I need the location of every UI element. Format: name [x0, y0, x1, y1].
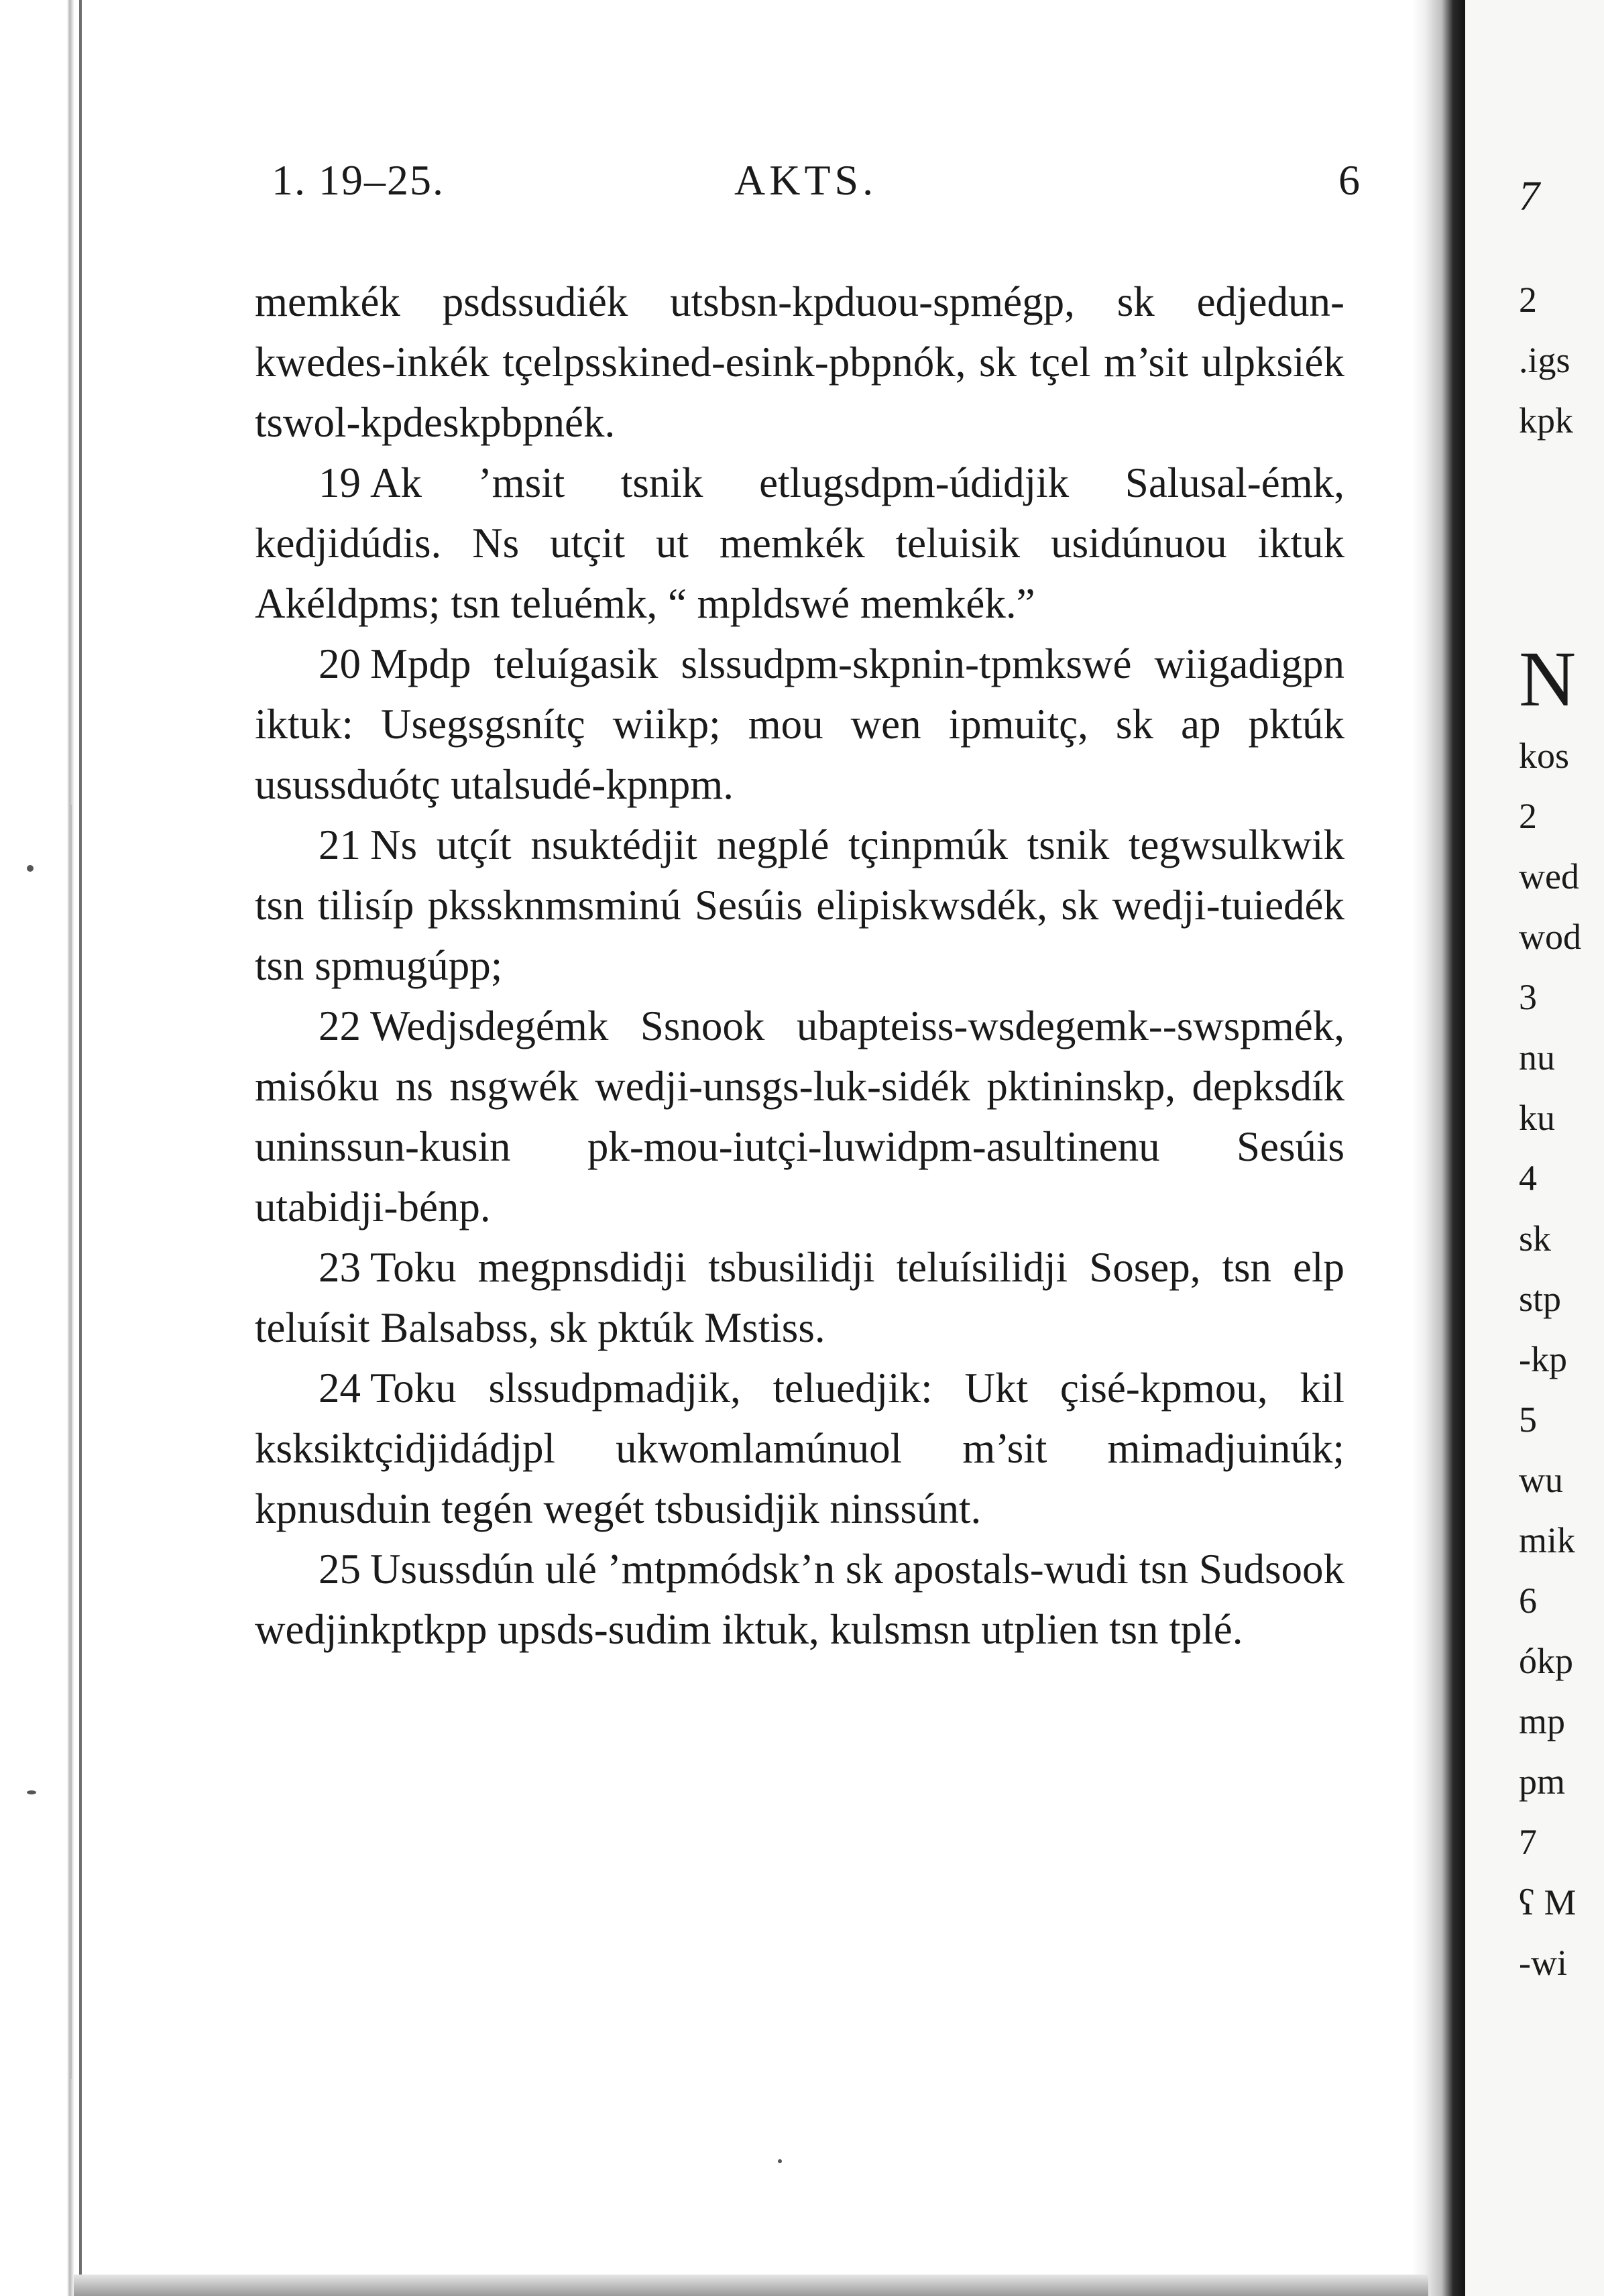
verse-text: Toku megpnsdidji tsbusilidji teluísilidji Sosep, tsn elp teluísit Balsabss, sk pktúk Mstiss. [255, 1244, 1344, 1351]
verse-20 [255, 634, 1344, 815]
facing-page-line-fragment: 3 [1519, 977, 1537, 1017]
verse-number: 20 [319, 640, 361, 687]
verse-25 [255, 1539, 1344, 1660]
facing-page-line-fragment: 7 [1519, 1822, 1537, 1862]
verse-number: 22 [319, 1002, 361, 1049]
scan-left-margin [0, 0, 74, 2296]
facing-page-line-fragment: ókp [1519, 1641, 1573, 1681]
facing-page-line-fragment: kpk [1519, 400, 1573, 441]
verse-21 [255, 815, 1344, 996]
facing-page-drop-cap: N [1519, 635, 1577, 723]
facing-page-line-fragment: wod [1519, 917, 1581, 957]
facing-page-line-fragment: kos [1519, 736, 1570, 776]
paragraph-text: memkék psdssudiék utsbsn-kpduou-spmégp, sk edjedun-kwedes-inkék tçelpsskined-esink-pbpnók, sk tçel m’sit ulpksiék tswol-kpdeskpbpnék. [255, 278, 1344, 446]
page-number: 6 [1338, 156, 1361, 204]
facing-page-strip [1465, 0, 1604, 2296]
verse-number: 25 [319, 1546, 361, 1593]
verse-text: Toku slssudpmadjik, teluedjik: Ukt çisé-kpmou, kil ksksiktçidjidádjpl ukwomlamúnuol m’sit mimadjuinúk; kpnusduin tegén wegét tsbusidjik ninssúnt. [255, 1365, 1344, 1532]
facing-page-line-fragment: wed [1519, 856, 1579, 897]
facing-page-line-fragment: ʕ M [1519, 1882, 1577, 1922]
scan-speck [27, 1790, 36, 1794]
paragraph-continuation [255, 272, 1344, 453]
verse-23 [255, 1237, 1344, 1358]
chapter-verse-range: 1. 19–25. [272, 156, 445, 204]
running-head [272, 156, 1361, 209]
scan-speck [778, 2159, 782, 2163]
facing-page-line-fragment: mp [1519, 1701, 1566, 1741]
facing-page-line-fragment: 6 [1519, 1581, 1537, 1621]
page-edge-rule [79, 0, 82, 2296]
page-bottom-edge [74, 2275, 1428, 2296]
verse-text: Usussdún ulé ’mtpmódsk’n sk apostals-wudi tsn Sudsook wedjinkptkpp upsds-sudim iktuk, kulsmsn utplien tsn tplé. [255, 1546, 1344, 1653]
facing-page-line-fragment: -wi [1519, 1943, 1567, 1983]
facing-page-line-fragment: wu [1519, 1460, 1563, 1500]
scan-speck [27, 865, 34, 872]
verse-text: Ak ’msit tsnik etlugsdpm-údidjik Salusal-émk, kedjidúdis. Ns utçit ut memkék teluisik usidúnuou iktuk Akéldpms; tsn teluémk, “ mpldswé memkék.” [255, 459, 1344, 627]
verse-text: Ns utçít nsuktédjit negplé tçinpmúk tsnik tegwsulkwik tsn tilisíp pkssknmsminú Sesúis elipiskwsdék, sk wedji-tuiedék tsn spmugúpp; [255, 821, 1344, 989]
page-edge-rule-secondary [70, 805, 72, 2079]
verse-19 [255, 453, 1344, 634]
facing-page-line-fragment: -kp [1519, 1339, 1567, 1379]
facing-page-line-fragment: ku [1519, 1098, 1555, 1138]
verse-text: Wedjsdegémk Ssnook ubapteiss-wsdegemk--swspmék, misóku ns nsgwék wedji-unsgs-luk-sidék pktininskp, depksdík uninssun-kusin pk-mou-iutçi-luwidpm-asultinenu Sesúis utabidji-bénp. [255, 1002, 1344, 1230]
facing-page-line-fragment: pm [1519, 1762, 1566, 1802]
book-title: AKTS. [734, 156, 878, 204]
verse-22 [255, 996, 1344, 1237]
verse-number: 19 [319, 459, 361, 506]
body-text [255, 272, 1344, 1660]
verse-24 [255, 1358, 1344, 1539]
verse-number: 21 [319, 821, 361, 868]
verse-number: 23 [319, 1244, 361, 1291]
verse-text: Mpdp teluígasik slssudpm-skpnin-tpmkswé wiigadigpn iktuk: Usegsgsnítç wiikp; mou wen ipmuitç, sk ap pktúk usussduótç utalsudé-kpnpm. [255, 640, 1344, 808]
facing-page-number: 7 [1519, 174, 1540, 219]
verse-number: 24 [319, 1365, 361, 1412]
facing-page-line-fragment: 2 [1519, 796, 1537, 836]
facing-page-line-fragment: .igs [1519, 340, 1570, 380]
facing-page-line-fragment: nu [1519, 1037, 1555, 1078]
book-gutter-shadow [1412, 0, 1465, 2296]
facing-page-line-fragment: mik [1519, 1520, 1576, 1560]
facing-page-line-fragment: sk [1519, 1218, 1552, 1259]
facing-page-line-fragment: 2 [1519, 280, 1537, 320]
facing-page-line-fragment: 4 [1519, 1158, 1537, 1198]
facing-page-line-fragment: 5 [1519, 1399, 1537, 1440]
facing-page-line-fragment: stp [1519, 1279, 1562, 1319]
